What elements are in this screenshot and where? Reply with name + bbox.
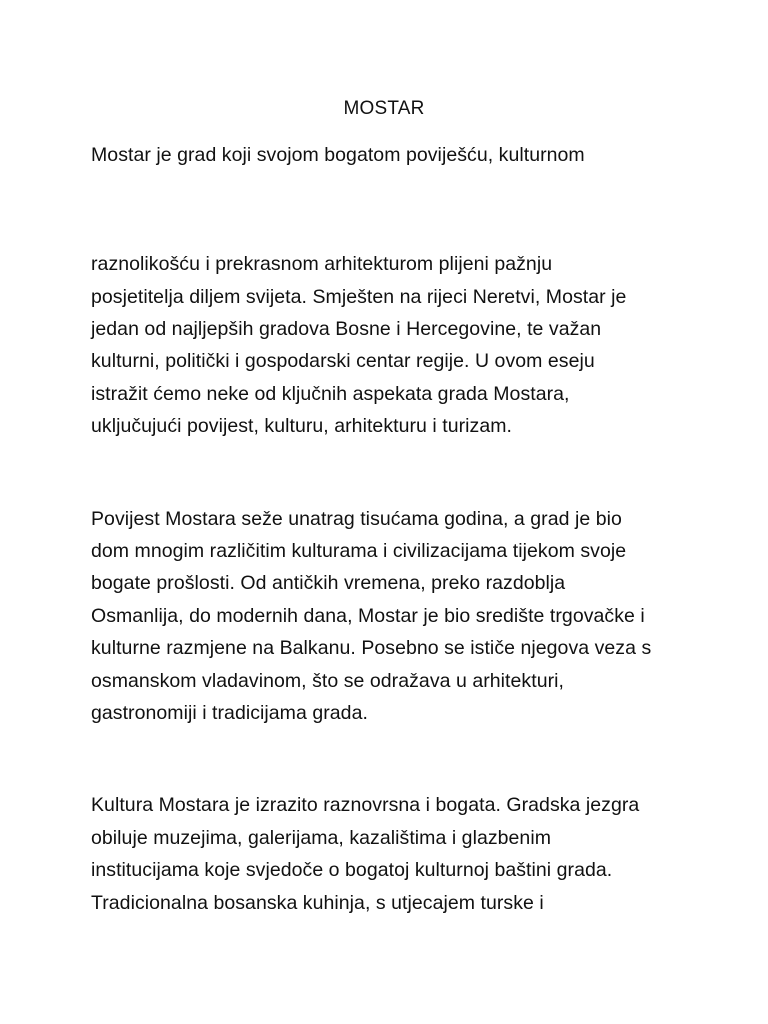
text-line: gastronomiji i tradicijama grada. [91, 702, 368, 724]
text-line: obiluje muzejima, galerijama, kazalištima i glazbenim [91, 827, 552, 849]
text-line: kulturni, politički i gospodarski centar regije. U ovom eseju [91, 350, 595, 372]
text-line: posjetitelja diljem svijeta. Smješten na rijeci Neretvi, Mostar je [91, 286, 627, 308]
text-line: istražit ćemo neke od ključnih aspekata grada Mostara, [91, 383, 570, 405]
page-title: MOSTAR [343, 98, 425, 119]
text-line: Mostar je grad koji svojom bogatom poviješću, kulturnom [91, 144, 585, 166]
text-line: jedan od najljepših gradova Bosne i Hercegovine, te važan [91, 318, 602, 340]
text-line: institucijama koje svjedoče o bogatoj kulturnoj baštini grada. [91, 859, 613, 881]
text-line: Tradicionalna bosanska kuhinja, s utjecajem turske i [91, 892, 544, 914]
text-line: raznolikošću i prekrasnom arhitekturom plijeni pažnju [91, 253, 553, 275]
text-line: bogate prošlosti. Od antičkih vremena, preko razdoblja [91, 572, 566, 594]
text-line: kulturne razmjene na Balkanu. Posebno se ističe njegova veza s [91, 637, 652, 659]
text-line: Povijest Mostara seže unatrag tisućama godina, a grad je bio [91, 508, 622, 530]
text-line: uključujući povijest, kulturu, arhitekturu i turizam. [91, 415, 512, 437]
text-line: Osmanlija, do modernih dana, Mostar je bio središte trgovačke i [91, 605, 645, 627]
text-line: dom mnogim različitim kulturama i civilizacijama tijekom svoje [91, 540, 627, 562]
text-line: Kultura Mostara je izrazito raznovrsna i bogata. Gradska jezgra [91, 794, 640, 816]
text-line: osmanskom vladavinom, što se odražava u arhitekturi, [91, 670, 564, 692]
